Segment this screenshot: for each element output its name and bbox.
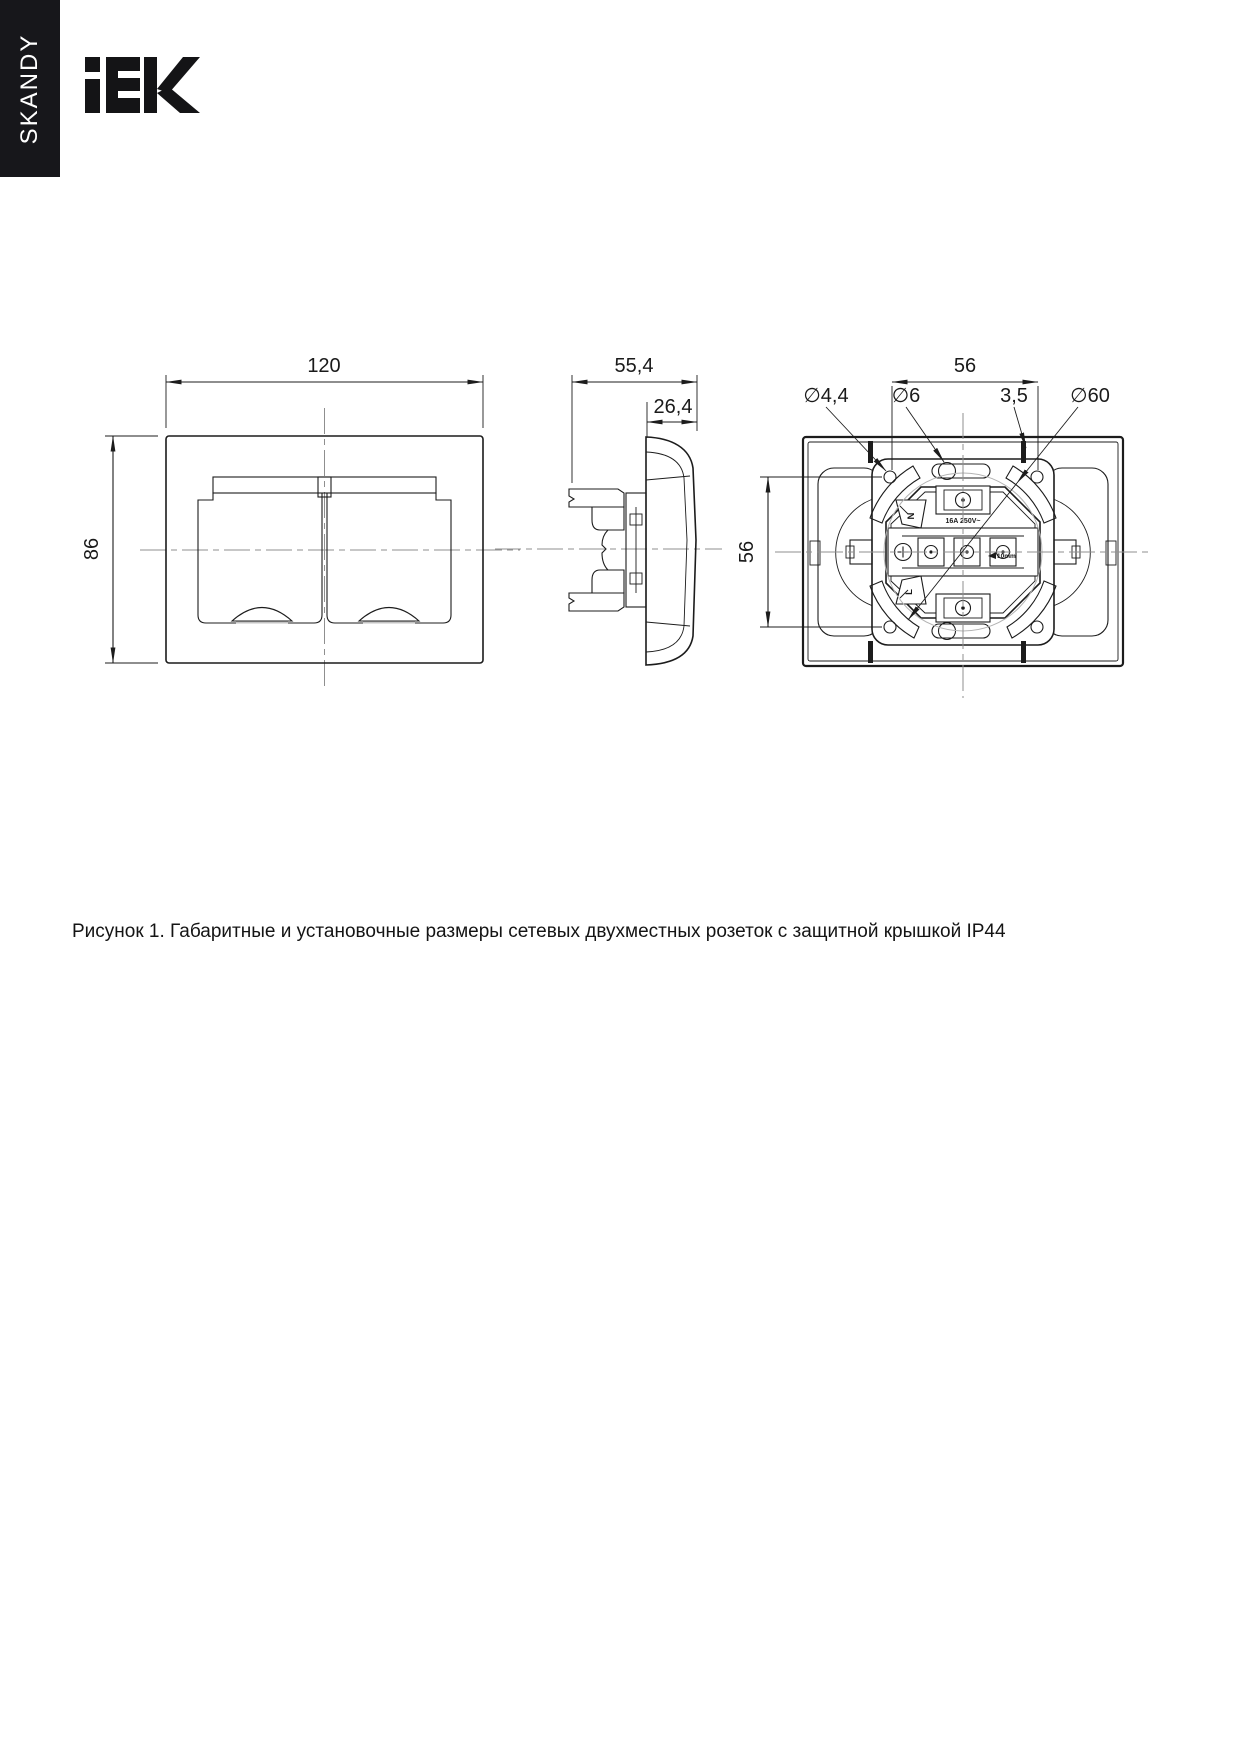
front-right-handle	[359, 608, 419, 622]
hole-dia-label: ∅4,4	[803, 385, 849, 407]
side-mechanism	[569, 489, 646, 611]
front-width-label: 120	[307, 355, 341, 377]
front-height-label: 86	[81, 537, 103, 561]
slot-width-label: 3,5	[1000, 385, 1028, 407]
rear-hole-spacing-v-label: 56	[736, 540, 758, 564]
front-left-cover-flap	[198, 493, 322, 623]
terminal-l-label: L	[904, 589, 915, 595]
rear-view	[736, 355, 1152, 698]
side-plate-profile	[646, 437, 696, 665]
box-dia-label: ∅60	[1070, 385, 1110, 407]
front-left-handle	[232, 608, 292, 622]
side-cover-profile	[646, 452, 687, 652]
strip-length-label: 10mm	[997, 553, 1016, 560]
figure-caption: Рисунок 1. Габаритные и установочные размеры сетевых двухместных розеток с защитной крышкой IP44	[72, 921, 1006, 942]
side-dim-cover-depth	[647, 396, 697, 437]
fixing-slot-bottom-right	[1021, 641, 1026, 663]
series-label: SKANDY	[16, 33, 43, 144]
side-claw-bottom	[569, 593, 624, 611]
side-cover-depth-label: 26,4	[653, 396, 693, 418]
leader-slot-width	[1000, 385, 1028, 448]
rear-hole-spacing-h-label: 56	[953, 355, 977, 377]
front-right-cover-flap	[327, 493, 451, 623]
leader-hole-dia	[803, 385, 886, 471]
rear-dim-hole-spacing-h	[892, 355, 1038, 470]
terminal-n-label: N	[906, 512, 917, 520]
leader-slot-dia	[892, 385, 944, 462]
fixing-slot-bottom-left	[868, 641, 873, 663]
side-depth-label: 55,4	[614, 355, 654, 377]
front-view	[81, 355, 520, 690]
side-view	[495, 355, 722, 665]
slot-dia-label: ∅6	[891, 385, 921, 407]
rating-label: 16A 250V~	[945, 518, 981, 525]
side-claw-top	[569, 489, 624, 507]
